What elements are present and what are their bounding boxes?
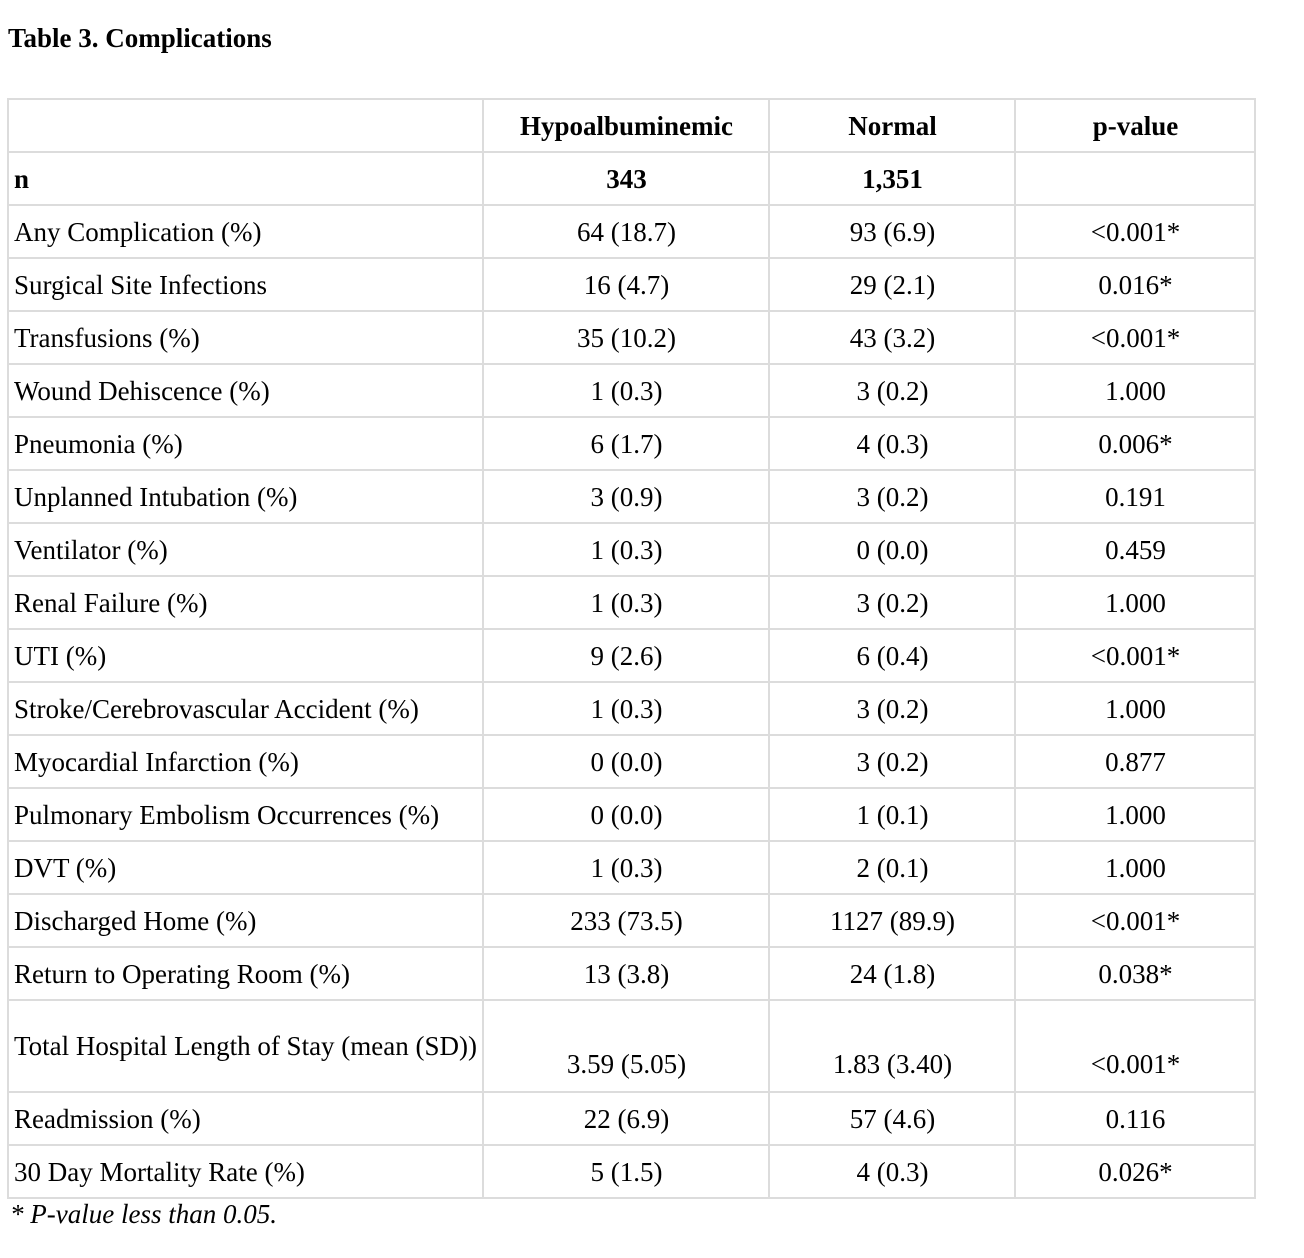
- complications-table: [7, 98, 1256, 1199]
- hypoalbuminemic-value: 64 (18.7): [483, 205, 769, 258]
- row-label: Pulmonary Embolism Occurrences (%): [8, 788, 483, 841]
- header-row: [8, 99, 1255, 152]
- normal-value: 3 (0.2): [769, 470, 1015, 523]
- table-row: [8, 1000, 1255, 1092]
- p-value: 0.038*: [1015, 947, 1255, 1000]
- p-value: <0.001*: [1015, 205, 1255, 258]
- normal-value: 24 (1.8): [769, 947, 1015, 1000]
- p-value: 1.000: [1015, 576, 1255, 629]
- table-row: [8, 735, 1255, 788]
- hypoalbuminemic-value: 1 (0.3): [483, 682, 769, 735]
- hypoalbuminemic-value: 0 (0.0): [483, 735, 769, 788]
- row-label: Any Complication (%): [8, 205, 483, 258]
- hypoalbuminemic-value: 233 (73.5): [483, 894, 769, 947]
- hypoalbuminemic-value: 3 (0.9): [483, 470, 769, 523]
- n-row: [8, 152, 1255, 205]
- table-body: [8, 99, 1255, 1198]
- p-value: 1.000: [1015, 841, 1255, 894]
- hypoalbuminemic-value: 5 (1.5): [483, 1145, 769, 1198]
- normal-value: 1 (0.1): [769, 788, 1015, 841]
- table-row: [8, 894, 1255, 947]
- normal-value: 57 (4.6): [769, 1092, 1015, 1145]
- p-value: 0.006*: [1015, 417, 1255, 470]
- p-value: <0.001*: [1015, 311, 1255, 364]
- row-label: Readmission (%): [8, 1092, 483, 1145]
- p-value: 0.026*: [1015, 1145, 1255, 1198]
- p-value: <0.001*: [1015, 629, 1255, 682]
- p-value: 0.877: [1015, 735, 1255, 788]
- normal-value: 1.83 (3.40): [769, 1000, 1015, 1092]
- row-label: Unplanned Intubation (%): [8, 470, 483, 523]
- row-label: Discharged Home (%): [8, 894, 483, 947]
- table-row: [8, 205, 1255, 258]
- row-label: Total Hospital Length of Stay (mean (SD)): [8, 1000, 483, 1092]
- header-hypoalbuminemic: Hypoalbuminemic: [483, 99, 769, 152]
- hypoalbuminemic-value: 1 (0.3): [483, 841, 769, 894]
- hypoalbuminemic-value: 35 (10.2): [483, 311, 769, 364]
- hypoalbuminemic-value: 22 (6.9): [483, 1092, 769, 1145]
- hypoalbuminemic-value: 1 (0.3): [483, 523, 769, 576]
- p-value: 0.191: [1015, 470, 1255, 523]
- table-title: Table 3. Complications: [8, 23, 272, 53]
- normal-value: 43 (3.2): [769, 311, 1015, 364]
- normal-value: 3 (0.2): [769, 576, 1015, 629]
- normal-value: 3 (0.2): [769, 364, 1015, 417]
- p-value: 0.116: [1015, 1092, 1255, 1145]
- header-label-cell: [8, 99, 483, 152]
- row-label: Pneumonia (%): [8, 417, 483, 470]
- table-row: [8, 523, 1255, 576]
- hypoalbuminemic-value: 1 (0.3): [483, 576, 769, 629]
- hypoalbuminemic-value: 1 (0.3): [483, 364, 769, 417]
- hypoalbuminemic-value: 13 (3.8): [483, 947, 769, 1000]
- row-label: Stroke/Cerebrovascular Accident (%): [8, 682, 483, 735]
- table-row: [8, 576, 1255, 629]
- normal-value: 6 (0.4): [769, 629, 1015, 682]
- row-label: Myocardial Infarction (%): [8, 735, 483, 788]
- p-value: 0.016*: [1015, 258, 1255, 311]
- table-row: [8, 417, 1255, 470]
- table-row: [8, 841, 1255, 894]
- row-label: Wound Dehiscence (%): [8, 364, 483, 417]
- table-row: [8, 364, 1255, 417]
- row-label: DVT (%): [8, 841, 483, 894]
- n-label: n: [8, 152, 483, 205]
- p-value: 1.000: [1015, 788, 1255, 841]
- hypoalbuminemic-value: 0 (0.0): [483, 788, 769, 841]
- table-row: [8, 311, 1255, 364]
- row-label: UTI (%): [8, 629, 483, 682]
- normal-value: 29 (2.1): [769, 258, 1015, 311]
- n-p-value: [1015, 152, 1255, 205]
- table-row: [8, 1092, 1255, 1145]
- normal-value: 3 (0.2): [769, 682, 1015, 735]
- table-row: [8, 258, 1255, 311]
- normal-value: 93 (6.9): [769, 205, 1015, 258]
- p-value: 1.000: [1015, 364, 1255, 417]
- hypoalbuminemic-value: 9 (2.6): [483, 629, 769, 682]
- normal-value: 3 (0.2): [769, 735, 1015, 788]
- row-label: Ventilator (%): [8, 523, 483, 576]
- p-value: 1.000: [1015, 682, 1255, 735]
- p-value: <0.001*: [1015, 1000, 1255, 1092]
- normal-value: 0 (0.0): [769, 523, 1015, 576]
- row-label: Renal Failure (%): [8, 576, 483, 629]
- table-row: [8, 788, 1255, 841]
- n-normal: 1,351: [769, 152, 1015, 205]
- table-row: [8, 1145, 1255, 1198]
- hypoalbuminemic-value: 3.59 (5.05): [483, 1000, 769, 1092]
- row-label: Surgical Site Infections: [8, 258, 483, 311]
- p-value: 0.459: [1015, 523, 1255, 576]
- normal-value: 1127 (89.9): [769, 894, 1015, 947]
- hypoalbuminemic-value: 16 (4.7): [483, 258, 769, 311]
- table-row: [8, 947, 1255, 1000]
- hypoalbuminemic-value: 6 (1.7): [483, 417, 769, 470]
- table-row: [8, 629, 1255, 682]
- normal-value: 4 (0.3): [769, 417, 1015, 470]
- table-row: [8, 682, 1255, 735]
- normal-value: 4 (0.3): [769, 1145, 1015, 1198]
- normal-value: 2 (0.1): [769, 841, 1015, 894]
- header-p-value: p-value: [1015, 99, 1255, 152]
- row-label: Return to Operating Room (%): [8, 947, 483, 1000]
- p-value: <0.001*: [1015, 894, 1255, 947]
- row-label: 30 Day Mortality Rate (%): [8, 1145, 483, 1198]
- table-row: [8, 470, 1255, 523]
- row-label: Transfusions (%): [8, 311, 483, 364]
- footnote: * P-value less than 0.05.: [10, 1199, 277, 1229]
- header-normal: Normal: [769, 99, 1015, 152]
- n-hypoalbuminemic: 343: [483, 152, 769, 205]
